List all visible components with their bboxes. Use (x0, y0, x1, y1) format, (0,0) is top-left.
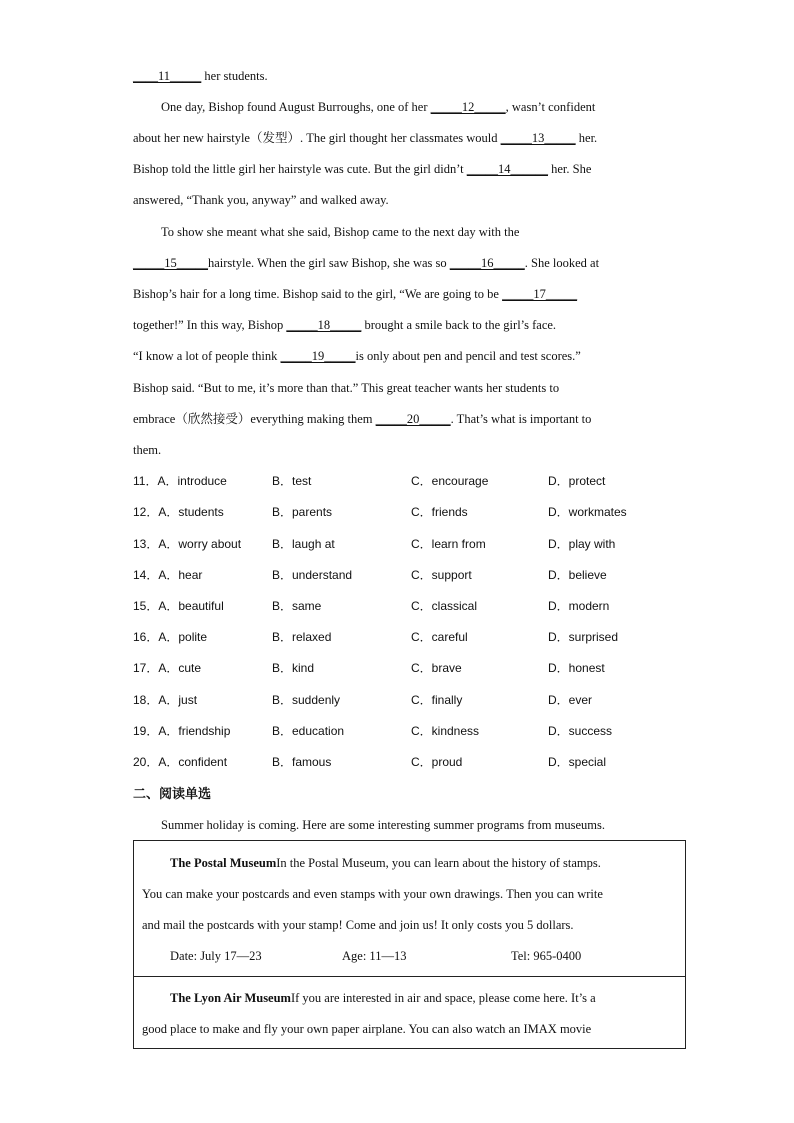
question-option-a (133, 504, 224, 520)
question-18 (133, 692, 693, 708)
lyon-line-2: good place to make and fly your own paper airplane. You can also watch an IMAX movie (142, 1022, 592, 1036)
question-option-c: C．support (411, 568, 472, 582)
question-option-a (133, 473, 227, 489)
question-12 (133, 504, 693, 520)
question-13 (133, 536, 693, 552)
option-a-text: A．confident (158, 755, 228, 769)
passage-text: Bishop told the little girl her hairstyle was cute. But the girl didn’t (133, 162, 467, 176)
passage-text: answered, “Thank you, anyway” and walked away. (133, 193, 389, 207)
question-option-d: D．success (548, 724, 613, 738)
question-option-b: B．parents (272, 505, 333, 519)
blank-14: _____14______ (466, 162, 548, 176)
option-a-text: A．students (158, 505, 224, 519)
question-number: 12． (133, 505, 159, 519)
question-option-d: D．workmates (548, 505, 627, 519)
blank-18: _____18_____ (286, 318, 362, 332)
passage-text: To show she meant what she said, Bishop came to the next day with the (161, 225, 520, 239)
section-title: 二、阅读单选 (133, 786, 212, 801)
question-option-b: B．relaxed (272, 630, 332, 644)
lyon-text: If you are interested in air and space, please come here. It’s a (290, 991, 596, 1005)
postal-line-2: You can make your postcards and even stamps with your own drawings. Then you can write (142, 887, 603, 901)
passage-text: about her new hairstyle（发型）. The girl thought her classmates would (133, 131, 501, 145)
question-option-d: D．surprised (548, 630, 619, 644)
question-19 (133, 723, 693, 739)
question-option-a (133, 567, 202, 583)
question-14 (133, 567, 693, 583)
question-20 (133, 754, 693, 770)
passage-text: embrace（欣然接受）everything making them (133, 412, 376, 426)
lyon-museum-name: The Lyon Air Museum (170, 991, 291, 1005)
section-intro: Summer holiday is coming. Here are some interesting summer programs from museums. (161, 818, 606, 832)
question-17 (133, 660, 693, 676)
question-option-a (133, 692, 197, 708)
blank-13: _____13_____ (500, 131, 576, 145)
passage-line-9 (133, 317, 556, 333)
question-option-d: D．ever (548, 693, 593, 707)
question-15 (133, 598, 693, 614)
postal-age: Age: 11—13 (342, 949, 407, 963)
passage-line-2 (161, 99, 595, 115)
passage-text: hairstyle. When the girl saw Bishop, she was so (208, 256, 450, 270)
question-option-c: C．brave (411, 661, 462, 675)
question-option-a (133, 629, 207, 645)
passage-line-10 (133, 348, 581, 364)
question-option-d: D．modern (548, 599, 610, 613)
blank-19: _____19_____ (280, 349, 356, 363)
passage-text: Bishop’s hair for a long time. Bishop said to the girl, “We are going to be (133, 287, 503, 301)
passage-text: is only about pen and pencil and test scores.” (355, 349, 581, 363)
option-a-text: A．worry about (158, 537, 242, 551)
passage-text: her students. (201, 69, 268, 83)
passage-line-5 (133, 192, 389, 208)
question-number: 15． (133, 599, 159, 613)
question-option-c: C．friends (411, 505, 468, 519)
question-option-c: C．classical (411, 599, 478, 613)
passage-line-12 (133, 411, 591, 427)
blank-11: ____11_____ (133, 69, 202, 83)
passage-line-13 (133, 442, 161, 458)
question-option-b: B．famous (272, 755, 332, 769)
question-option-c: C．proud (411, 755, 463, 769)
postal-line-1 (170, 855, 601, 871)
question-option-a (133, 723, 230, 739)
question-option-a (133, 598, 224, 614)
passage-text: her. She (548, 162, 592, 176)
passage-text: her. (575, 131, 598, 145)
question-option-b: B．education (272, 724, 345, 738)
passage-text: . She looked at (524, 256, 600, 270)
question-option-c: C．encourage (411, 474, 489, 488)
question-number: 16． (133, 630, 159, 644)
passage-text: One day, Bishop found August Burroughs, one of her (161, 100, 431, 114)
postal-date: Date: July 17—23 (170, 949, 262, 963)
passage-line-7 (133, 255, 599, 271)
question-option-c: C．kindness (411, 724, 480, 738)
question-number: 19． (133, 724, 159, 738)
question-option-b: B．understand (272, 568, 353, 582)
postal-tel: Tel: 965-0400 (511, 949, 582, 963)
question-option-a (133, 536, 241, 552)
question-option-d: D．honest (548, 661, 605, 675)
option-a-text: A．hear (158, 568, 203, 582)
question-option-c: C．finally (411, 693, 463, 707)
question-option-a (133, 660, 201, 676)
question-11 (133, 473, 693, 489)
postal-text: In the Postal Museum, you can learn about the history of stamps. (276, 856, 601, 870)
passage-text: “I know a lot of people think (133, 349, 281, 363)
option-a-text: A．just (158, 693, 198, 707)
passage-line-1 (133, 68, 268, 84)
blank-15: _____15_____ (133, 256, 208, 270)
question-number: 17． (133, 661, 159, 675)
passage-text: them. (133, 443, 162, 457)
passage-text: brought a smile back to the girl’s face. (361, 318, 557, 332)
museum-table (133, 840, 686, 1049)
postal-museum-name: The Postal Museum (170, 856, 277, 870)
question-option-a (133, 754, 227, 770)
passage-line-3 (133, 130, 597, 146)
option-a-text: A．friendship (158, 724, 231, 738)
question-option-b: B．same (272, 599, 322, 613)
question-option-c: C．careful (411, 630, 468, 644)
blank-16: _____16_____ (449, 256, 525, 270)
postal-line-3: and mail the postcards with your stamp! Come and join us! It only costs you 5 dollars. (142, 918, 574, 932)
row-divider (134, 976, 685, 977)
blank-12: _____12_____ (430, 100, 506, 114)
question-number: 14． (133, 568, 159, 582)
question-option-d: D．play with (548, 537, 616, 551)
question-option-c: C．learn from (411, 537, 486, 551)
passage-text: together!” In this way, Bishop (133, 318, 287, 332)
lyon-line-1 (170, 990, 596, 1006)
question-option-d: D．protect (548, 474, 606, 488)
question-option-b: B．test (272, 474, 312, 488)
passage-line-8 (133, 286, 577, 302)
question-16 (133, 629, 693, 645)
question-number: 11． (133, 474, 158, 488)
question-option-b: B．suddenly (272, 693, 341, 707)
passage-line-4 (133, 161, 591, 177)
passage-text: Bishop said. “But to me, it’s more than that.” This great teacher wants her students to (133, 381, 560, 395)
passage-text: . That’s what is important to (450, 412, 592, 426)
option-a-text: A．beautiful (158, 599, 224, 613)
blank-20: _____20_____ (375, 412, 451, 426)
passage-text: , wasn’t confident (505, 100, 596, 114)
question-number: 20． (133, 755, 159, 769)
question-option-d: D．special (548, 755, 607, 769)
option-a-text: A．cute (158, 661, 202, 675)
question-option-b: B．kind (272, 661, 315, 675)
question-option-b: B．laugh at (272, 537, 335, 551)
question-number: 18． (133, 693, 159, 707)
question-number: 13． (133, 537, 159, 551)
blank-17: _____17_____ (502, 287, 578, 301)
passage-line-11 (133, 380, 559, 396)
option-a-text: A．polite (158, 630, 208, 644)
option-a-text: A．introduce (157, 474, 227, 488)
question-option-d: D．believe (548, 568, 607, 582)
passage-line-6 (161, 224, 519, 240)
